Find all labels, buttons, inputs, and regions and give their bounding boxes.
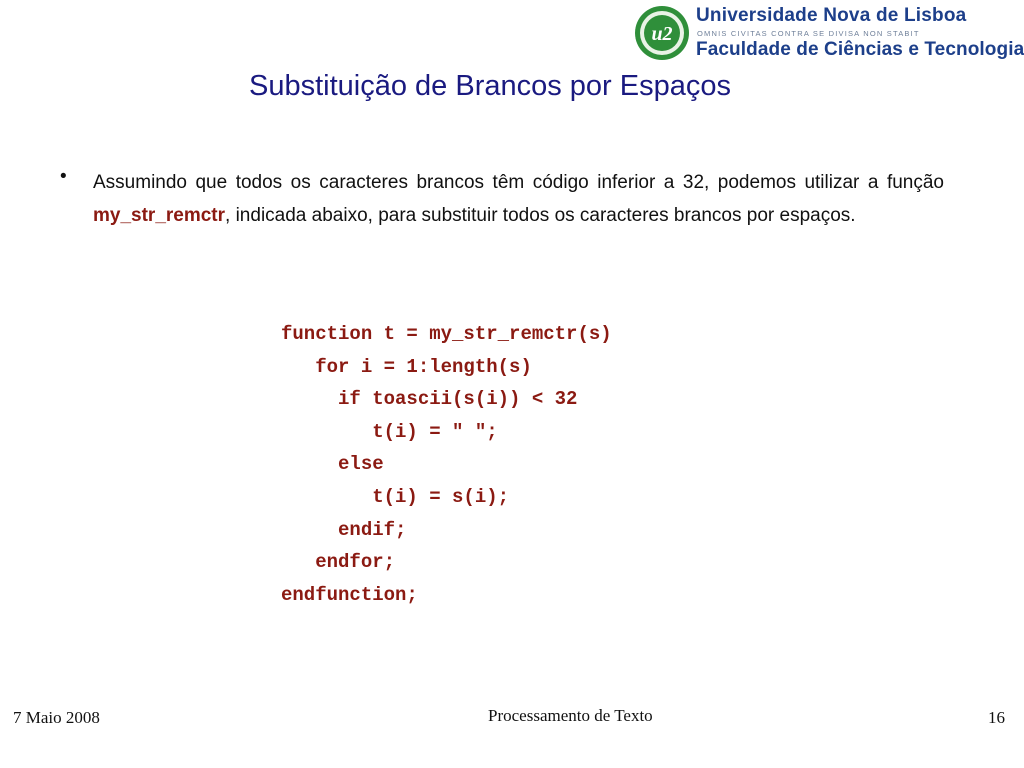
code-line: else xyxy=(281,453,384,476)
code-line: endif; xyxy=(281,518,407,541)
paragraph-text-before: Assumindo que todos os caracteres brancos têm código inferior a 32, podemos utilizar a função xyxy=(93,172,944,193)
logo-faculty-name: Faculdade de Ciências e Tecnologia xyxy=(696,39,1024,60)
footer-title: Processamento de Texto xyxy=(488,706,653,725)
code-line: endfor; xyxy=(281,551,396,574)
code-line: if toascii(s(i)) < 32 xyxy=(281,388,578,411)
logo-motto: OMNIS CIVITAS CONTRA SE DIVISA NON STABIT xyxy=(697,29,920,38)
university-emblem-icon xyxy=(633,4,691,62)
code-line: t(i) = " "; xyxy=(281,420,498,443)
code-line: function t = my_str_remctr(s) xyxy=(281,323,612,345)
slide-title: Substituição de Brancos por Espaços xyxy=(249,70,731,102)
function-name: my_str_remctr xyxy=(93,205,226,226)
svg-text:u2: u2 xyxy=(651,23,673,45)
code-line: endfunction; xyxy=(281,583,418,606)
code-line: t(i) = s(i); xyxy=(281,485,510,508)
paragraph-text-after: , indicada abaixo, para substituir todos os caracteres brancos por espaços. xyxy=(225,205,856,226)
university-logo xyxy=(630,2,1024,66)
bullet-paragraph xyxy=(93,166,944,232)
page-number: 16 xyxy=(988,708,1005,727)
footer-date: 7 Maio 2008 xyxy=(13,708,100,727)
logo-university-name: Universidade Nova de Lisboa xyxy=(696,5,967,26)
code-line: for i = 1:length(s) xyxy=(281,355,532,378)
bullet-marker: • xyxy=(60,166,67,187)
code-block xyxy=(281,318,612,611)
